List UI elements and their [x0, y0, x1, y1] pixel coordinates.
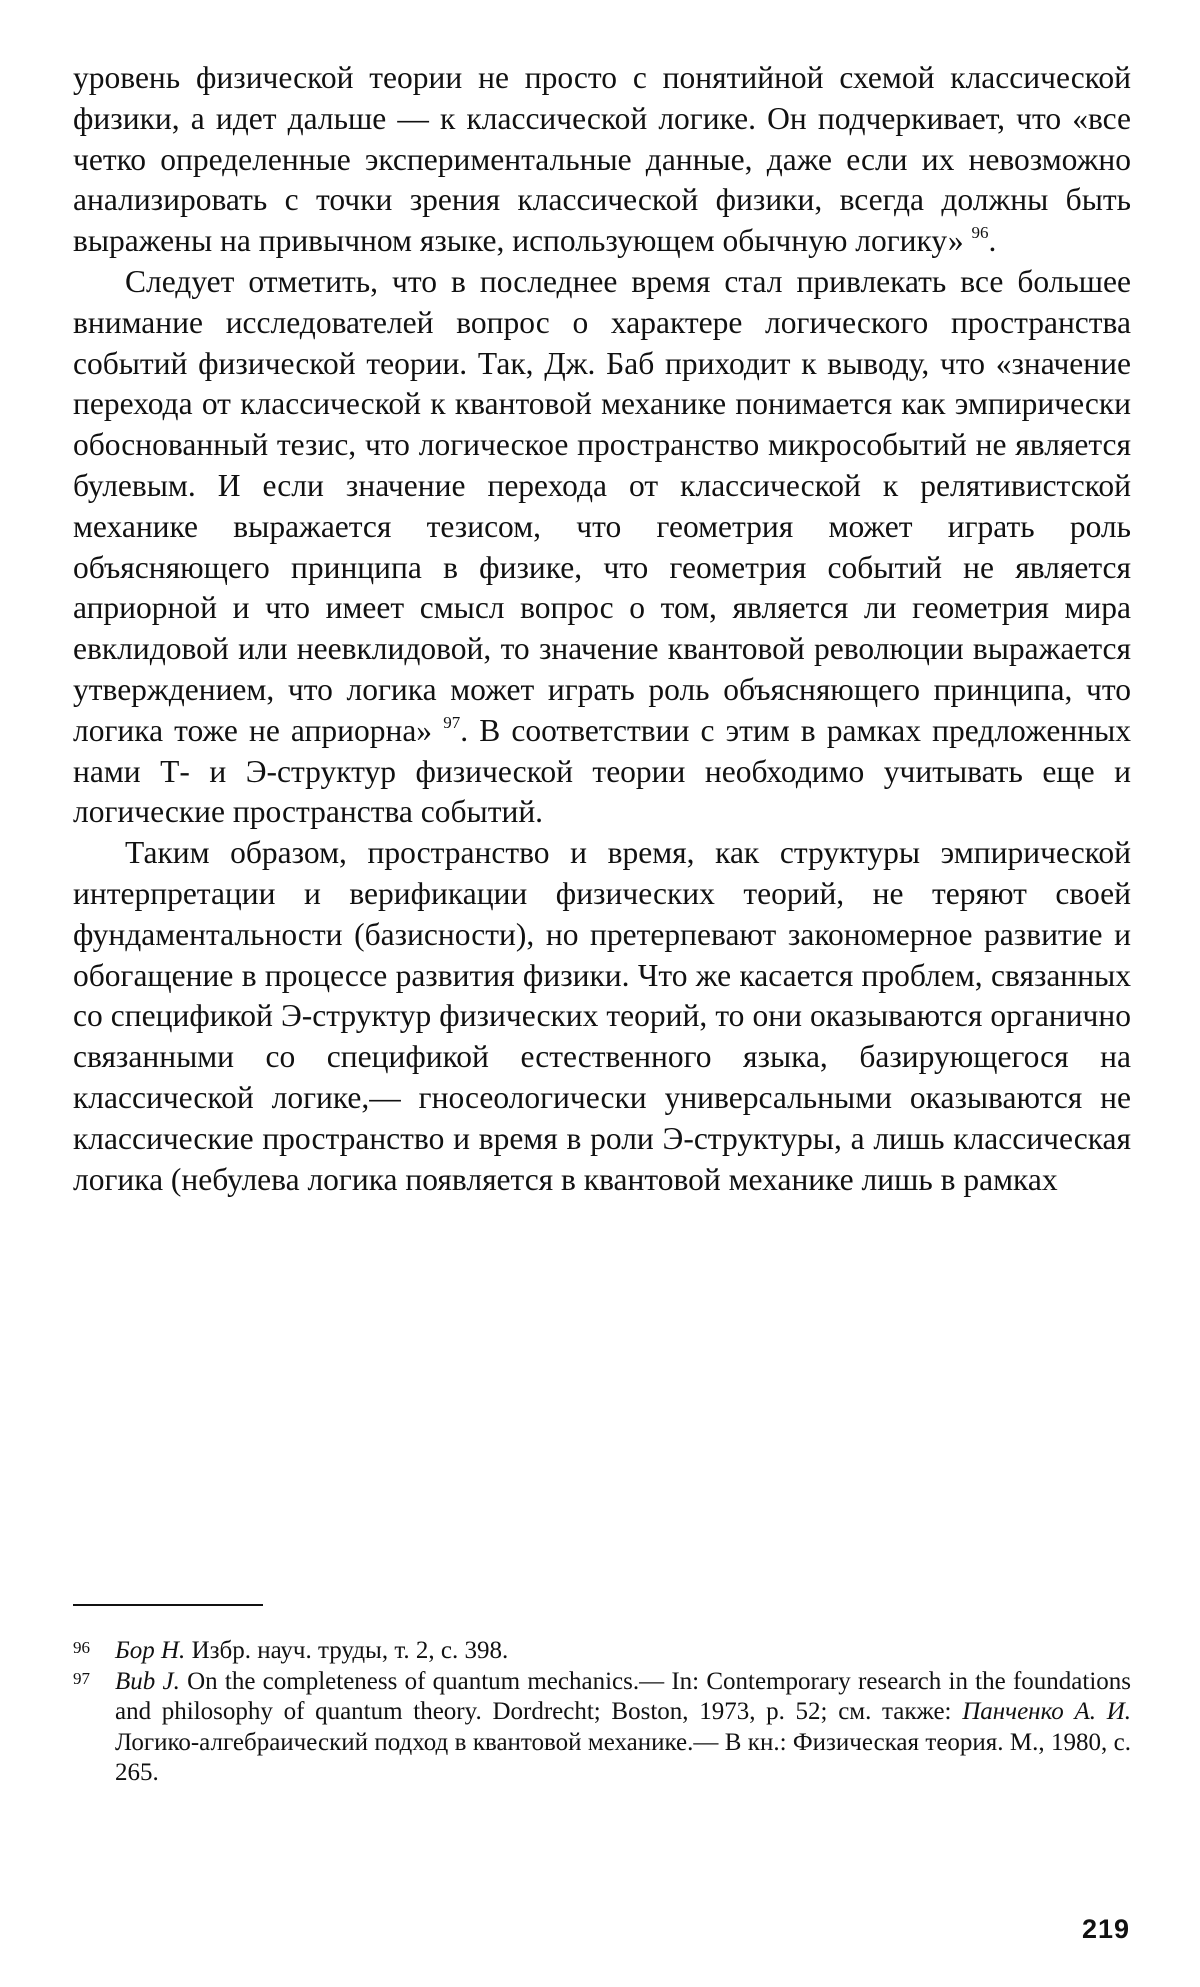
- page-body: [73, 58, 1131, 1200]
- paragraph-2: [73, 262, 1131, 833]
- footnote-text-2: Логико-алгебраический подход в квантовой механике.— В кн.: Физическая теория. М., 1980, с. 265.: [115, 1728, 1131, 1786]
- page-number: 219: [1081, 1914, 1130, 1944]
- footnote-author: Bub J.: [115, 1667, 180, 1695]
- paragraph-1: [73, 58, 1131, 262]
- footnote-number: 96: [73, 1638, 90, 1657]
- footnote-96: [73, 1636, 1131, 1667]
- footnote-ref-97[interactable]: 97: [443, 712, 461, 732]
- footnote-number: 97: [73, 1668, 90, 1688]
- footnote-author: Бор Н.: [115, 1637, 186, 1664]
- paragraph-1-text: уровень физической теории не просто с понятийной схемой классической физики, а идет дальше — к классической логике. Он подчеркивает, что «все четко определенные экспериментальные данные, даже если их невозможно анализировать с точки зрения классической физики, всегда должны быть выражены на привычном языке, использующем обычную логику»: [73, 60, 1131, 259]
- paragraph-3-text: Таким образом, пространство и время, как структуры эмпирической интерпретации и верификации физических теорий, не теряют своей фундаментальности (базисности), но претерпевают закономерное развитие и обогащение в процессе развития физики. Что же касается проблем, связанных со спецификой Э-структур физических теорий, то они оказываются органично связанными со спецификой естественного языка, базирующегося на классической логике,— гносеологически универсальными оказываются не классические пространство и время в роли Э-структуры, а лишь классическая логика (небулева логика появляется в квантовой механике лишь в рамках: [73, 835, 1131, 1197]
- footnote-97: [73, 1667, 1131, 1789]
- paragraph-1-end: .: [988, 223, 997, 259]
- paragraph-2-end: . В соответствии с этим в рамках предложенных нами Т- и Э-структур физической теории необходимо учитывать еще и логические пространства событий.: [73, 712, 1131, 830]
- footnote-divider: [73, 1604, 263, 1606]
- footnote-text: Избр. науч. труды, т. 2, с. 398.: [185, 1637, 509, 1664]
- footnote-text: On the completeness of quantum mechanics.— In: Contemporary research in the foundations and philosophy of quantum theory. Dordrecht; Boston, 1973, p. 52; см. также:: [115, 1667, 1131, 1725]
- paragraph-3: [73, 833, 1131, 1200]
- footnote-ref-96[interactable]: 96: [971, 223, 989, 243]
- footnote-author-2: Панченко А. И.: [962, 1698, 1132, 1725]
- footnotes: [73, 1636, 1131, 1789]
- paragraph-2-text: Следует отметить, что в последнее время стал привлекать все большее внимание исследователей вопрос о характере логического пространства событий физической теории. Так, Дж. Баб приходит к выводу, что «значение перехода от классической к квантовой механике понимается как эмпирически обоснованный тезис, что логическое пространство микрособытий не является булевым. И если значение перехода от классической к релятивистской механике выражается тезисом, что геометрия может играть роль объясняющего принципа в физике, что геометрия событий не является априорной и что имеет смысл вопрос о том, является ли геометрия мира евклидовой или неевклидовой, то значение квантовой революции выражается утверждением, что логика может играть роль объясняющего принципа, что логика тоже не априорна»: [73, 263, 1131, 748]
